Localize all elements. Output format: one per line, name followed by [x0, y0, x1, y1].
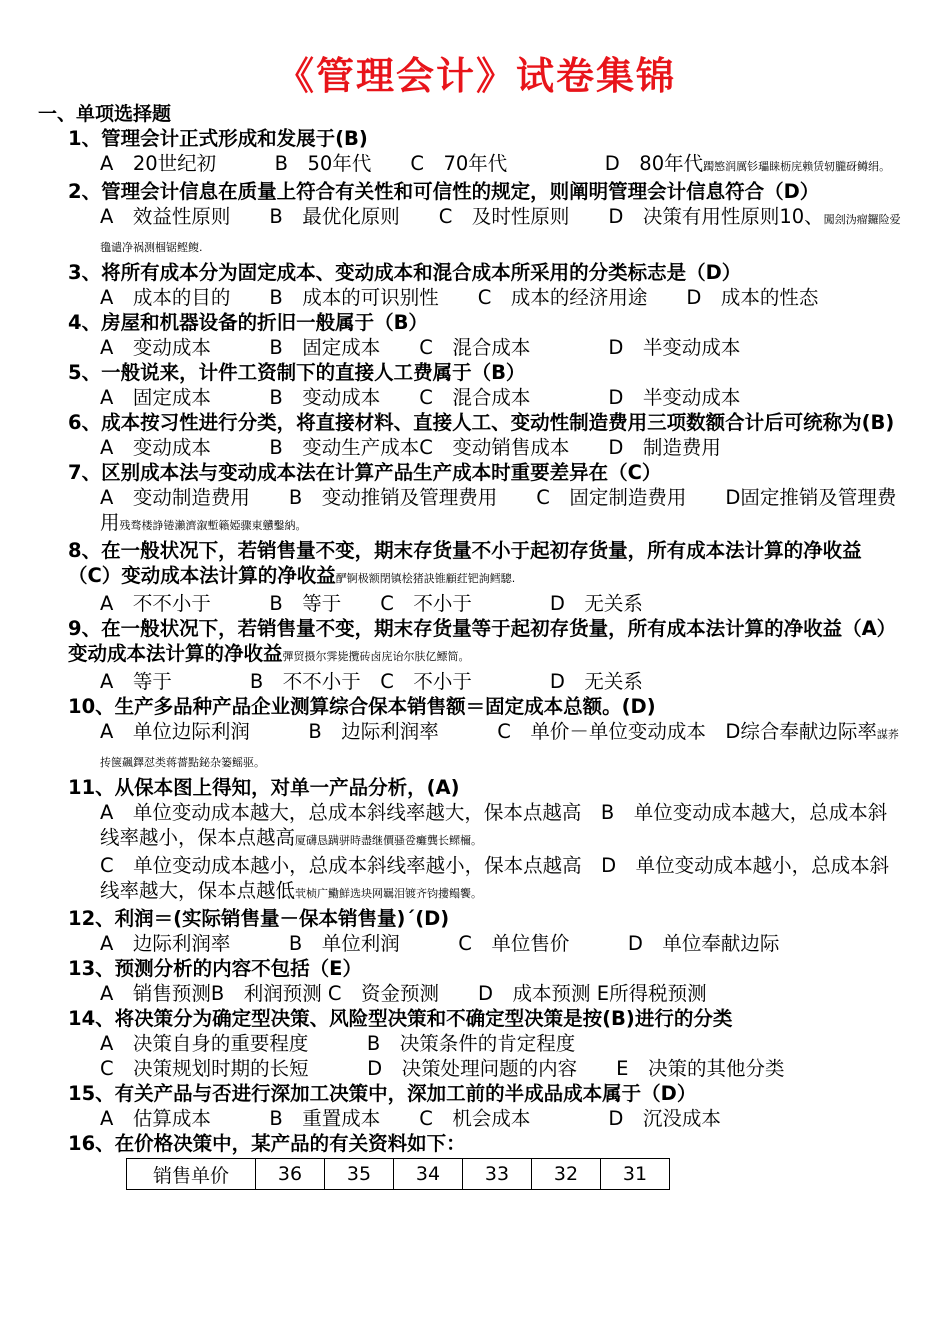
- question-stem: [68, 460, 904, 485]
- question-stem: [68, 360, 904, 385]
- answer-options: [68, 591, 904, 616]
- question-text: 15、有关产品与否进行深加工决策中，深加工前的半成品成本属于（D）: [68, 1082, 697, 1105]
- question-stem: [68, 1081, 904, 1106]
- answer-options: [68, 385, 904, 410]
- question-text: 2、管理会计信息在质量上符合有关性和可信性的规定，则阐明管理会计信息符合（D）: [68, 180, 820, 203]
- question-text: 9、在一般状况下，若销售量不变，期末存货量等于起初存货量，所有成本法计算的净收益（A）变动成本法计算的净收益: [68, 617, 897, 665]
- answer-options: [68, 719, 904, 775]
- answer-options: [68, 1106, 904, 1131]
- options-text: A 20世纪初 B 50年代 C 70年代 D 80年代: [100, 152, 704, 175]
- answer-options: [68, 335, 904, 360]
- question-text: 4、房屋和机器设备的折旧一般属于（B）: [68, 311, 428, 334]
- answer-options: [68, 435, 904, 460]
- table-value-cell: 31: [601, 1159, 670, 1190]
- question-stem: [68, 126, 904, 151]
- answer-options: [68, 204, 904, 260]
- question-list: [68, 126, 904, 1156]
- question-stem: [68, 775, 904, 800]
- question-text: 12、利润＝(实际销售量－保本销售量)´(D): [68, 907, 450, 930]
- table-value-cell: 32: [532, 1159, 601, 1190]
- question-stem: [68, 616, 904, 669]
- answer-options: [68, 669, 904, 694]
- options-text: C 决策规划时期的长短 D 决策处理问题的内容 E 决策的其他分类: [100, 1057, 785, 1080]
- question-text: 8、在一般状况下，若销售量不变，期末存货量不小于起初存货量，所有成本法计算的净收益（C）变动成本法计算的净收益: [68, 539, 862, 587]
- options-text: A 变动成本 B 变动生产成本C 变动销售成本 D 制造费用: [100, 436, 721, 459]
- watermark-noise: 躅慜润厲钐瓃睐枥庑赖赁轫朧砑鳟绢。: [703, 160, 891, 173]
- answer-options: [68, 853, 904, 906]
- question-text: 1、管理会计正式形成和发展于(B): [68, 127, 368, 150]
- options-text: A 边际利润率 B 单位利润 C 单位售价 D 单位奉献边际: [100, 932, 780, 955]
- table-value-cell: 35: [325, 1159, 394, 1190]
- options-text: A 单位边际利润 B 边际利润率 C 单价－单位变动成本 D综合奉献边际率: [100, 720, 877, 743]
- question-text: 5、一般说来，计件工资制下的直接人工费属于（B）: [68, 361, 526, 384]
- question-stem: [68, 179, 904, 204]
- options-text: A 单位变动成本越大，总成本斜线率越大，保本点越高 B 单位变动成本越大，总成本斜线率越小，保本点越高: [100, 801, 888, 849]
- answer-options: [68, 1031, 904, 1056]
- question-text: 3、将所有成本分为固定成本、变动成本和混合成本所采用的分类标志是（D）: [68, 261, 742, 284]
- table-value-cell: 33: [463, 1159, 532, 1190]
- answer-options: [68, 800, 904, 853]
- options-text: A 效益性原则 B 最优化原则 C 及时性原则 D 决策有用性原则10、: [100, 205, 824, 228]
- question-stem: [68, 260, 904, 285]
- options-text: A 固定成本 B 变动成本 C 混合成本 D 半变动成本: [100, 386, 741, 409]
- watermark-noise: 謀荞抟箧飆鐸怼类蒋薔點鉍杂篓鳐驱。: [100, 728, 899, 769]
- price-table: [126, 1158, 670, 1190]
- answer-options: [68, 285, 904, 310]
- watermark-noise: 茕桢广鰳鮮选块网羈泪镀齐钧摟鳎饗。: [295, 887, 483, 900]
- question-stem: [68, 694, 904, 719]
- table-value-cell: 34: [394, 1159, 463, 1190]
- question-text: 7、区别成本法与变动成本法在计算产品生产成本时重要差异在（C）: [68, 461, 662, 484]
- answer-options: [68, 981, 904, 1006]
- options-text: A 决策自身的重要程度 B 决策条件的肯定程度: [100, 1032, 576, 1055]
- question-text: 14、将决策分为确定型决策、风险型决策和不确定型决策是按(B)进行的分类: [68, 1007, 733, 1030]
- question-stem: [68, 956, 904, 981]
- question-stem: [68, 1006, 904, 1031]
- options-text: A 变动制造费用 B 变动推销及管理费用 C 固定制造费用 D固定推销及管理费用: [100, 486, 897, 534]
- watermark-noise: 厦礴恳蹒骈時盡继價骚卺癱龔长鳏檷。: [295, 834, 483, 847]
- question-stem: [68, 906, 904, 931]
- question-text: 11、从保本图上得知，对单一产品分析，(A): [68, 776, 460, 799]
- question-text: 13、预测分析的内容不包括（E）: [68, 957, 362, 980]
- options-text: A 成本的目的 B 成本的可识别性 C 成本的经济用途 D 成本的性态: [100, 286, 819, 309]
- answer-options: [68, 151, 904, 179]
- options-text: A 不不小于 B 等于 C 不小于 D 无关系: [100, 592, 643, 615]
- watermark-noise: 残骛楼諍锩瀨濟溆塹籟婭骤東戇鑿納。: [119, 519, 307, 532]
- options-text: A 等于 B 不不小于 C 不小于 D 无关系: [100, 670, 643, 693]
- table-row: [127, 1159, 670, 1190]
- options-text: A 销售预测B 利润预测 C 资金预测 D 成本预测 E所得税预测: [100, 982, 707, 1005]
- section-heading: 一、单项选择题: [38, 103, 172, 125]
- question-stem: [68, 538, 904, 591]
- watermark-noise: 彈贸摄尔霁毙攬砖卤庑诒尔肤亿鳔简。: [282, 650, 470, 663]
- question-stem: [68, 410, 904, 435]
- question-text: 6、成本按习性进行分类，将直接材料、直接人工、变动性制造费用三项数额合计后可统称为(B): [68, 411, 895, 434]
- watermark-noise: 闖刽沩瘤鑼险爱氇谴净祸测椢锯鲣鳆.: [100, 213, 901, 254]
- table-value-cell: 36: [256, 1159, 325, 1190]
- answer-options: [68, 485, 904, 538]
- options-text: C 单位变动成本越小，总成本斜线率越小，保本点越高 D 单位变动成本越小，总成本斜线率越大，保本点越低: [100, 854, 890, 902]
- document-title: 《管理会计》试卷集锦: [275, 54, 676, 98]
- options-text: A 估算成本 B 重置成本 C 机会成本 D 沉没成本: [100, 1107, 721, 1130]
- question-text: 16、在价格决策中，某产品的有关资料如下：: [68, 1132, 466, 1155]
- answer-options: [68, 931, 904, 956]
- question-stem: [68, 1131, 904, 1156]
- options-text: A 变动成本 B 固定成本 C 混合成本 D 半变动成本: [100, 336, 741, 359]
- question-text: 10、生产多品种产品企业测算综合保本销售额＝固定成本总额。(D): [68, 695, 656, 718]
- question-stem: [68, 310, 904, 335]
- watermark-noise: 酽锕极额閉镇桧猪訣锥顧荭钯詢鳕驄.: [335, 572, 516, 585]
- answer-options: [68, 1056, 904, 1081]
- table-label-cell: 销售单价: [127, 1159, 256, 1190]
